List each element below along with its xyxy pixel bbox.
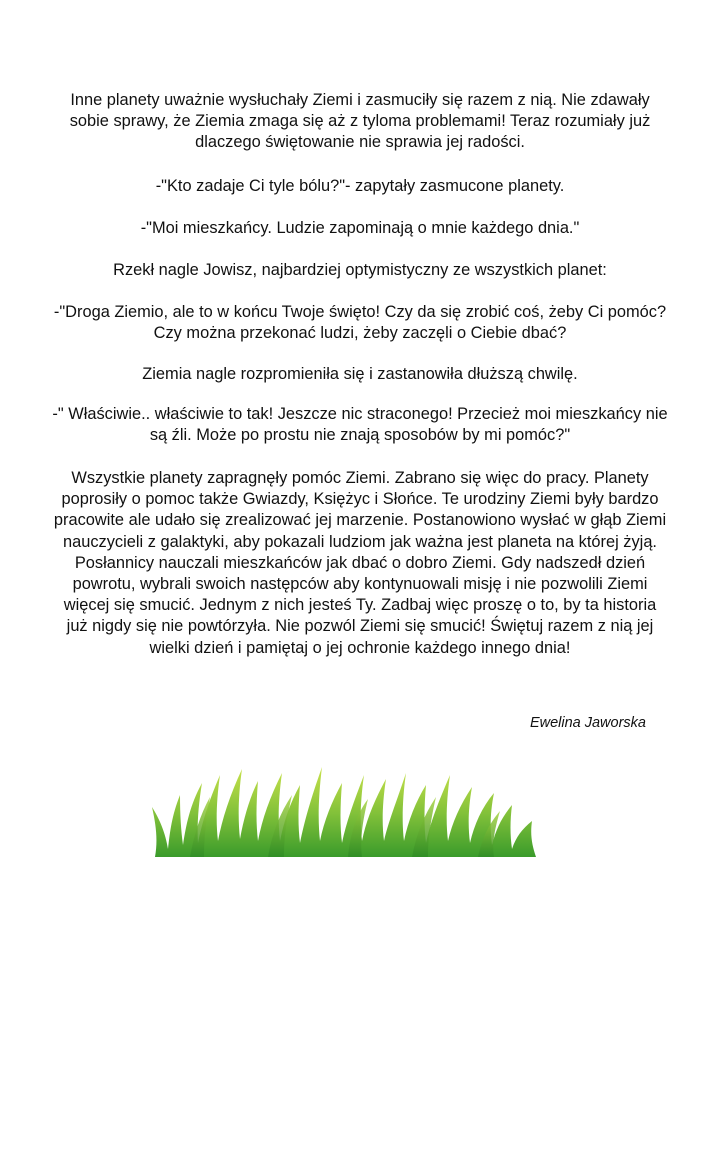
story-paragraph-6: Ziemia nagle rozpromieniła się i zastanowiła dłuższą chwilę. <box>142 365 578 383</box>
story-paragraph-3: -"Moi mieszkańcy. Ludzie zapominają o mnie każdego dnia." <box>140 219 580 237</box>
story-paragraph-2: -"Kto zadaje Ci tyle bólu?"- zapytały zasmucone planety. <box>155 177 565 195</box>
story-paragraph-1: Inne planety uważnie wysłuchały Ziemi i zasmuciły się razem z nią. Nie zdawały sobie sprawy, że Ziemia zmaga się aż z tyloma problemami! Teraz rozumiały już dlaczego świętowanie nie sprawia jej radości. <box>69 91 651 152</box>
story-paragraph-7: -" Właściwie.. właściwie to tak! Jeszcze nic straconego! Przecież moi mieszkańcy nie są źli. Może po prostu nie znają sposobów by mi pomóc?" <box>52 405 668 445</box>
story-paragraph-5: -"Droga Ziemio, ale to w końcu Twoje święto! Czy da się zrobić coś, żeby Ci pomóc? Czy można przekonać ludzi, żeby zaczęli o Ciebie dbać? <box>53 303 667 343</box>
grass-icon <box>150 745 550 860</box>
story-paragraph-4: Rzekł nagle Jowisz, najbardziej optymistyczny ze wszystkich planet: <box>113 261 607 279</box>
story-paragraph-8: Wszystkie planety zapragnęły pomóc Ziemi. Zabrano się więc do pracy. Planety poprosiły o pomoc także Gwiazdy, Księżyc i Słońce. Te urodziny Ziemi były bardzo pracowite ale udało się zrealizować jej marzenie. Postanowiono wysłać w głąb Ziemi nauczycieli z galaktyki, aby pokazali ludziom jak ważna jest planeta na której żyją. Posłannicy nauczali mieszkańców jak dbać o dobro Ziemi. Gdy nadszedł dzień powrotu, wybrali swoich następców aby kontynuowali misję i nie pozwolili Ziemi więcej się smucić. Jednym z nich jesteś Ty. Zadbaj więc proszę o to, by ta historia już nigdy się nie powtórzyła. Nie pozwól Ziemi się smucić! Świętuj razem z nią jej wielki dzień i pamiętaj o jej ochronie każdego innego dnia! <box>53 469 667 657</box>
author-signature: Ewelina Jaworska <box>529 715 646 731</box>
